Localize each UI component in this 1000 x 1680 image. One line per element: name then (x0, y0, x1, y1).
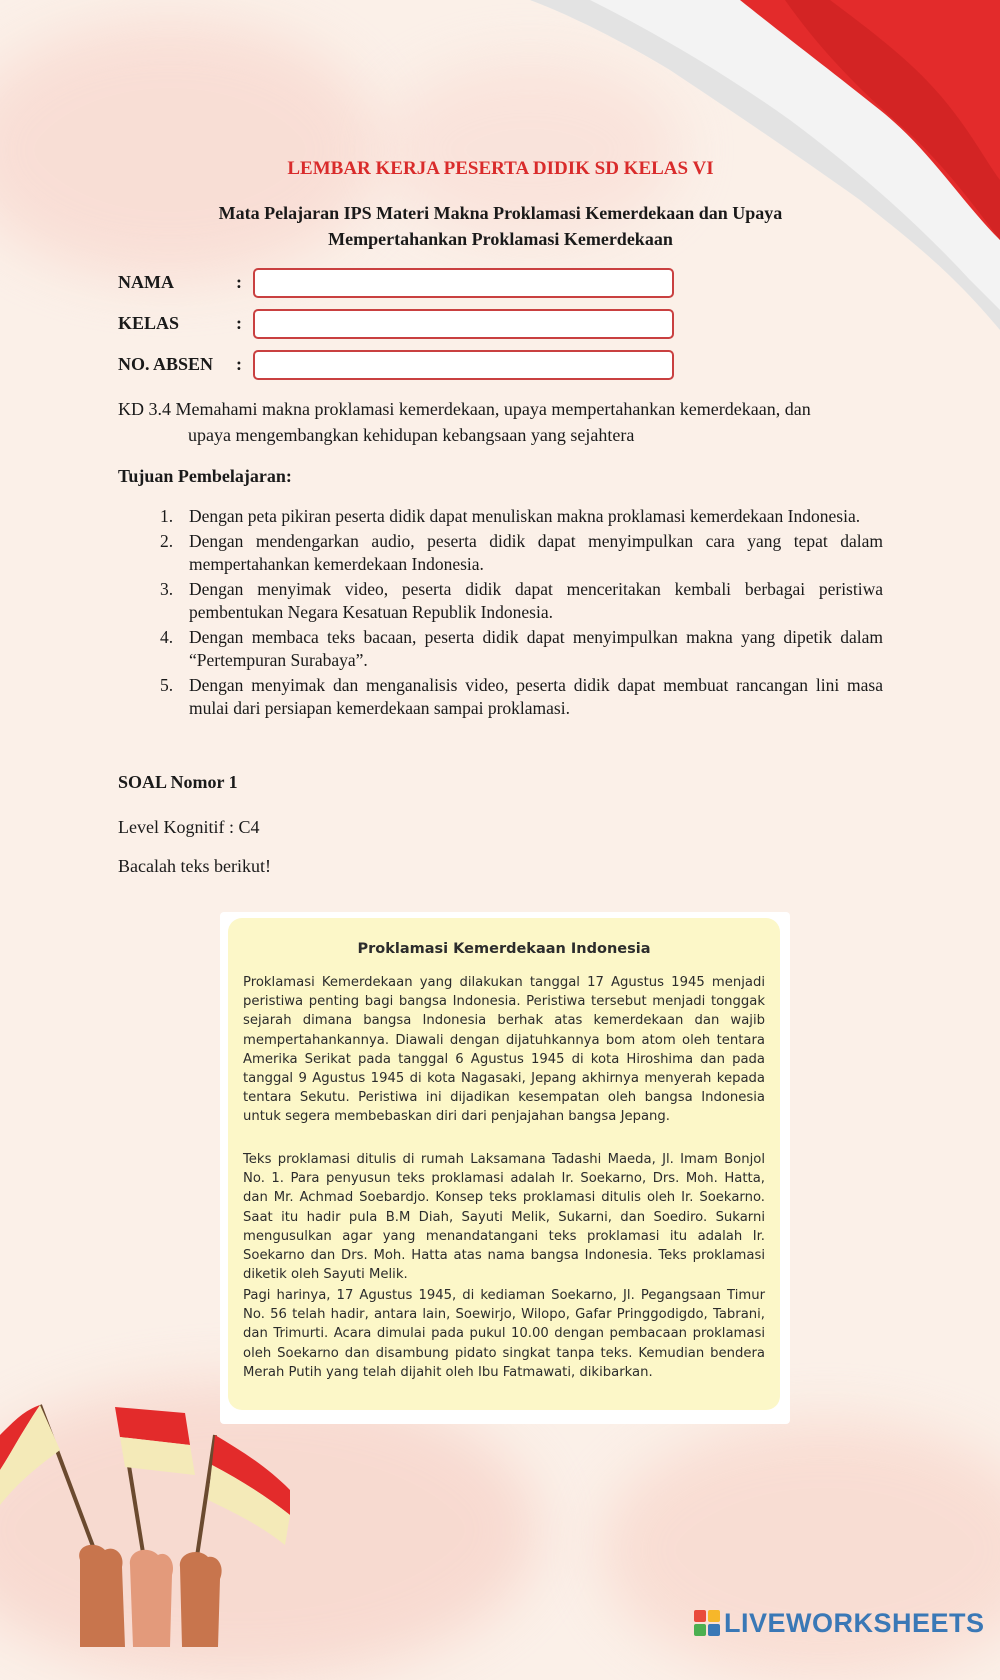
reading-text-box (228, 918, 780, 1410)
page-subtitle: Mata Pelajaran IPS Materi Makna Proklamasi Kemerdekaan dan Upaya Mempertahankan Proklamasi Kemerdekaan (218, 203, 783, 249)
list-item-text: Dengan membaca teks bacaan, peserta didik dapat menyimpulkan makna yang dipetik dalam “Pertempuran Surabaya”. (189, 627, 883, 670)
form-label-no-absen: NO. ABSEN (118, 354, 214, 374)
liveworksheets-logo[interactable] (694, 1605, 985, 1641)
reading-text-image (220, 912, 790, 1424)
list-item-number: 5. (160, 675, 174, 695)
objectives-heading: Tujuan Pembelajaran: (118, 466, 292, 486)
list-item (118, 578, 883, 624)
background-blot (600, 1420, 1000, 1680)
reading-instruction: Bacalah teks berikut! (118, 856, 271, 876)
hand-shape (180, 1552, 222, 1647)
kd-line-1: KD 3.4 Memahami makna proklamasi kemerdekaan, upaya mempertahankan kemerdekaan, dan (118, 399, 811, 419)
question-heading: SOAL Nomor 1 (118, 772, 238, 792)
reading-paragraph: Proklamasi Kemerdekaan yang dilakukan tanggal 17 Agustus 1945 menjadi peristiwa penting bagi bangsa Indonesia. Peristiwa tersebut menjadi tonggak sejarah dimana bangsa Indonesia berhak atas kemerdekaan dan wajib mempertahankannya. Diawali dengan dijatuhkannya bom atom oleh tentara Amerika Serikat pada tanggal 6 Agustus 1945 di kota Hiroshima dan pada tanggal 9 Agustus 1945 di kota Nagasaki, Jepang akhirnya menyerah kepada tentara Sekutu. Peristiwa ini dijadikan kesempatan oleh bangsa Indonesia untuk segera membebaskan diri dari penjajahan bangsa Jepang. (243, 975, 765, 1125)
form-row-no-absen (118, 350, 678, 380)
list-item-text: Dengan mendengarkan audio, peserta didik dapat menyimpulkan cara yang tepat dalam mempertahankan kemerdekaan Indonesia. (189, 531, 883, 574)
list-item-text: Dengan menyimak dan menganalisis video, peserta didik dapat membuat rancangan lini masa mulai dari persiapan kemerdekaan sampai proklamasi. (189, 675, 883, 718)
liveworksheets-icon (694, 1610, 720, 1636)
kelas-input[interactable] (253, 309, 674, 339)
reading-paragraph: Pagi harinya, 17 Agustus 1945, di kediaman Soekarno, Jl. Pegangsaan Timur No. 56 telah hadir, antara lain, Soewirjo, Wilopo, Gafar Pringgodigdo, Tabrani, dan Trimurti. Acara dimulai pada pukul 10.00 dengan pembacaan proklamasi oleh Soekarno dan disambung pidato singkat tanpa teks. Kemudian bendera Merah Putih yang telah dijahit oleh Ibu Fatmawati, dikibarkan. (243, 1288, 765, 1380)
list-item (118, 674, 883, 720)
form-colon: : (236, 313, 242, 333)
logo-square-blue (708, 1624, 720, 1636)
list-item (118, 626, 883, 672)
hand-shape (79, 1545, 125, 1647)
reading-title: Proklamasi Kemerdekaan Indonesia (357, 941, 651, 957)
hands-with-flags-illustration (0, 1395, 300, 1647)
form-label-nama: NAMA (118, 272, 174, 292)
nama-input[interactable] (253, 268, 674, 298)
list-item (118, 530, 883, 576)
hand-shape (130, 1550, 173, 1647)
flag-pole (195, 1435, 215, 1570)
form-label-kelas: KELAS (118, 313, 180, 333)
kd-line-2: upaya mengembangkan kehidupan kebangsaan yang sejahtera (188, 425, 635, 445)
list-item-text: Dengan peta pikiran peserta didik dapat menuliskan makna proklamasi kemerdekaan Indonesia. (189, 506, 861, 526)
form-colon: : (236, 272, 242, 292)
form-colon: : (236, 354, 242, 374)
list-item (118, 505, 883, 528)
cognitive-level: Level Kognitif : C4 (118, 817, 260, 837)
form-row-kelas (118, 309, 678, 339)
list-item-number: 4. (160, 627, 174, 647)
form-row-nama (118, 268, 678, 298)
logo-square-green (694, 1624, 706, 1636)
page-title: LEMBAR KERJA PESERTA DIDIK SD KELAS VI (287, 158, 714, 179)
reading-paragraph: Teks proklamasi ditulis di rumah Laksamana Tadashi Maeda, Jl. Imam Bonjol No. 1. Para penyusun teks proklamasi adalah Ir. Soekarno, Drs. Moh. Hatta, dan Mr. Achmad Soebardjo. Konsep teks proklamasi ditulis oleh Ir. Soekarno. Saat itu hadir pula B.M Diah, Sayuti Melik, Sukarni, dan Soediro. Sukarni mengusulkan agar yang menandatangani teks proklamasi itu adalah Ir. Soekarno dan Drs. Moh. Hatta atas nama bangsa Indonesia. Teks proklamasi diketik oleh Sayuti Melik. (243, 1152, 765, 1283)
objectives-list (118, 505, 883, 722)
list-item-number: 1. (160, 506, 174, 526)
list-item-number: 3. (160, 579, 174, 599)
logo-square-yellow (708, 1610, 720, 1622)
liveworksheets-logo-text: LIVEWORKSHEETS (724, 1607, 985, 1638)
list-item-text: Dengan menyimak video, peserta didik dapat menceritakan kembali berbagai peristiwa pembentukan Negara Kesatuan Republik Indonesia. (189, 579, 883, 622)
logo-square-red (694, 1610, 706, 1622)
no-absen-input[interactable] (253, 350, 674, 380)
list-item-number: 2. (160, 531, 174, 551)
kompetensi-dasar (118, 396, 883, 448)
